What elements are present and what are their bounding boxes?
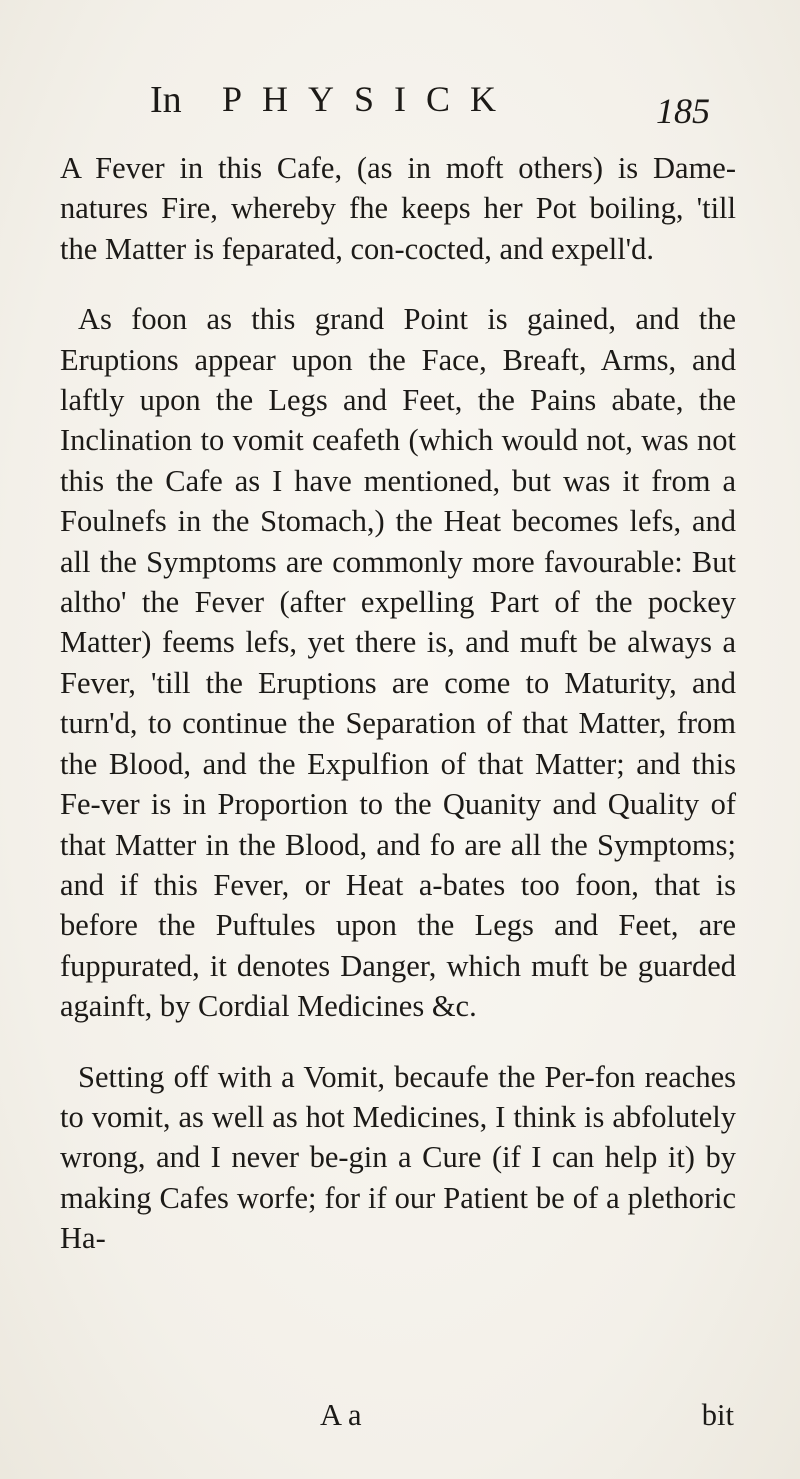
- paragraph-3: Setting off with a Vomit, becaufe the Per-fon reaches to vomit, as well as hot Medicines, I think is abfolutely wrong, and I never be-gin a Cure (if I can help it) by making Cafes worfe; for if our Patient be of a plethoric Ha-: [60, 1059, 736, 1256]
- page-footer: [60, 1398, 736, 1442]
- paragraph-1: A Fever in this Cafe, (as in moft others) is Dame-natures Fire, whereby fhe keeps her Pot boiling, 'till the Matter is feparated, con-cocted, and expell'd.: [60, 151, 736, 266]
- body-text: [60, 148, 736, 1289]
- paragraph-2: As foon as this grand Point is gained, and the Eruptions appear upon the Face, Breaft, Arms, and laftly upon the Legs and Feet, the Pains abate, the Inclination to vomit ceafeth (which would not, was not this the Cafe as I have mentioned, but was it from a Foulnefs in the Stomach,) the Heat becomes lefs, and all the Symptoms are commonly more favourable: But altho' the Fever (after expelling Part of the pockey Matter) feems lefs, yet there is, and muft be always a Fever, 'till the Eruptions are come to Maturity, and turn'd, to continue the Separation of that Matter, from the Blood, and the Expulfion of that Matter; and this Fe-ver is in Proportion to the Quanity and Quality of that Matter in the Blood, and fo are all the Symptoms; and if this Fever, or Heat a-bates too foon, that is before the Puftules upon the Legs and Feet, are fuppurated, it denotes Danger, which muft be guarded againft, by Cordial Medicines &c.: [60, 302, 736, 1024]
- signature-mark: A a: [320, 1398, 362, 1432]
- running-head-prefix: In: [150, 79, 182, 121]
- running-head-title: PHYSICK: [222, 79, 517, 119]
- running-head: [150, 78, 710, 131]
- page-number: 185: [656, 91, 710, 131]
- catchword: bit: [701, 1398, 734, 1432]
